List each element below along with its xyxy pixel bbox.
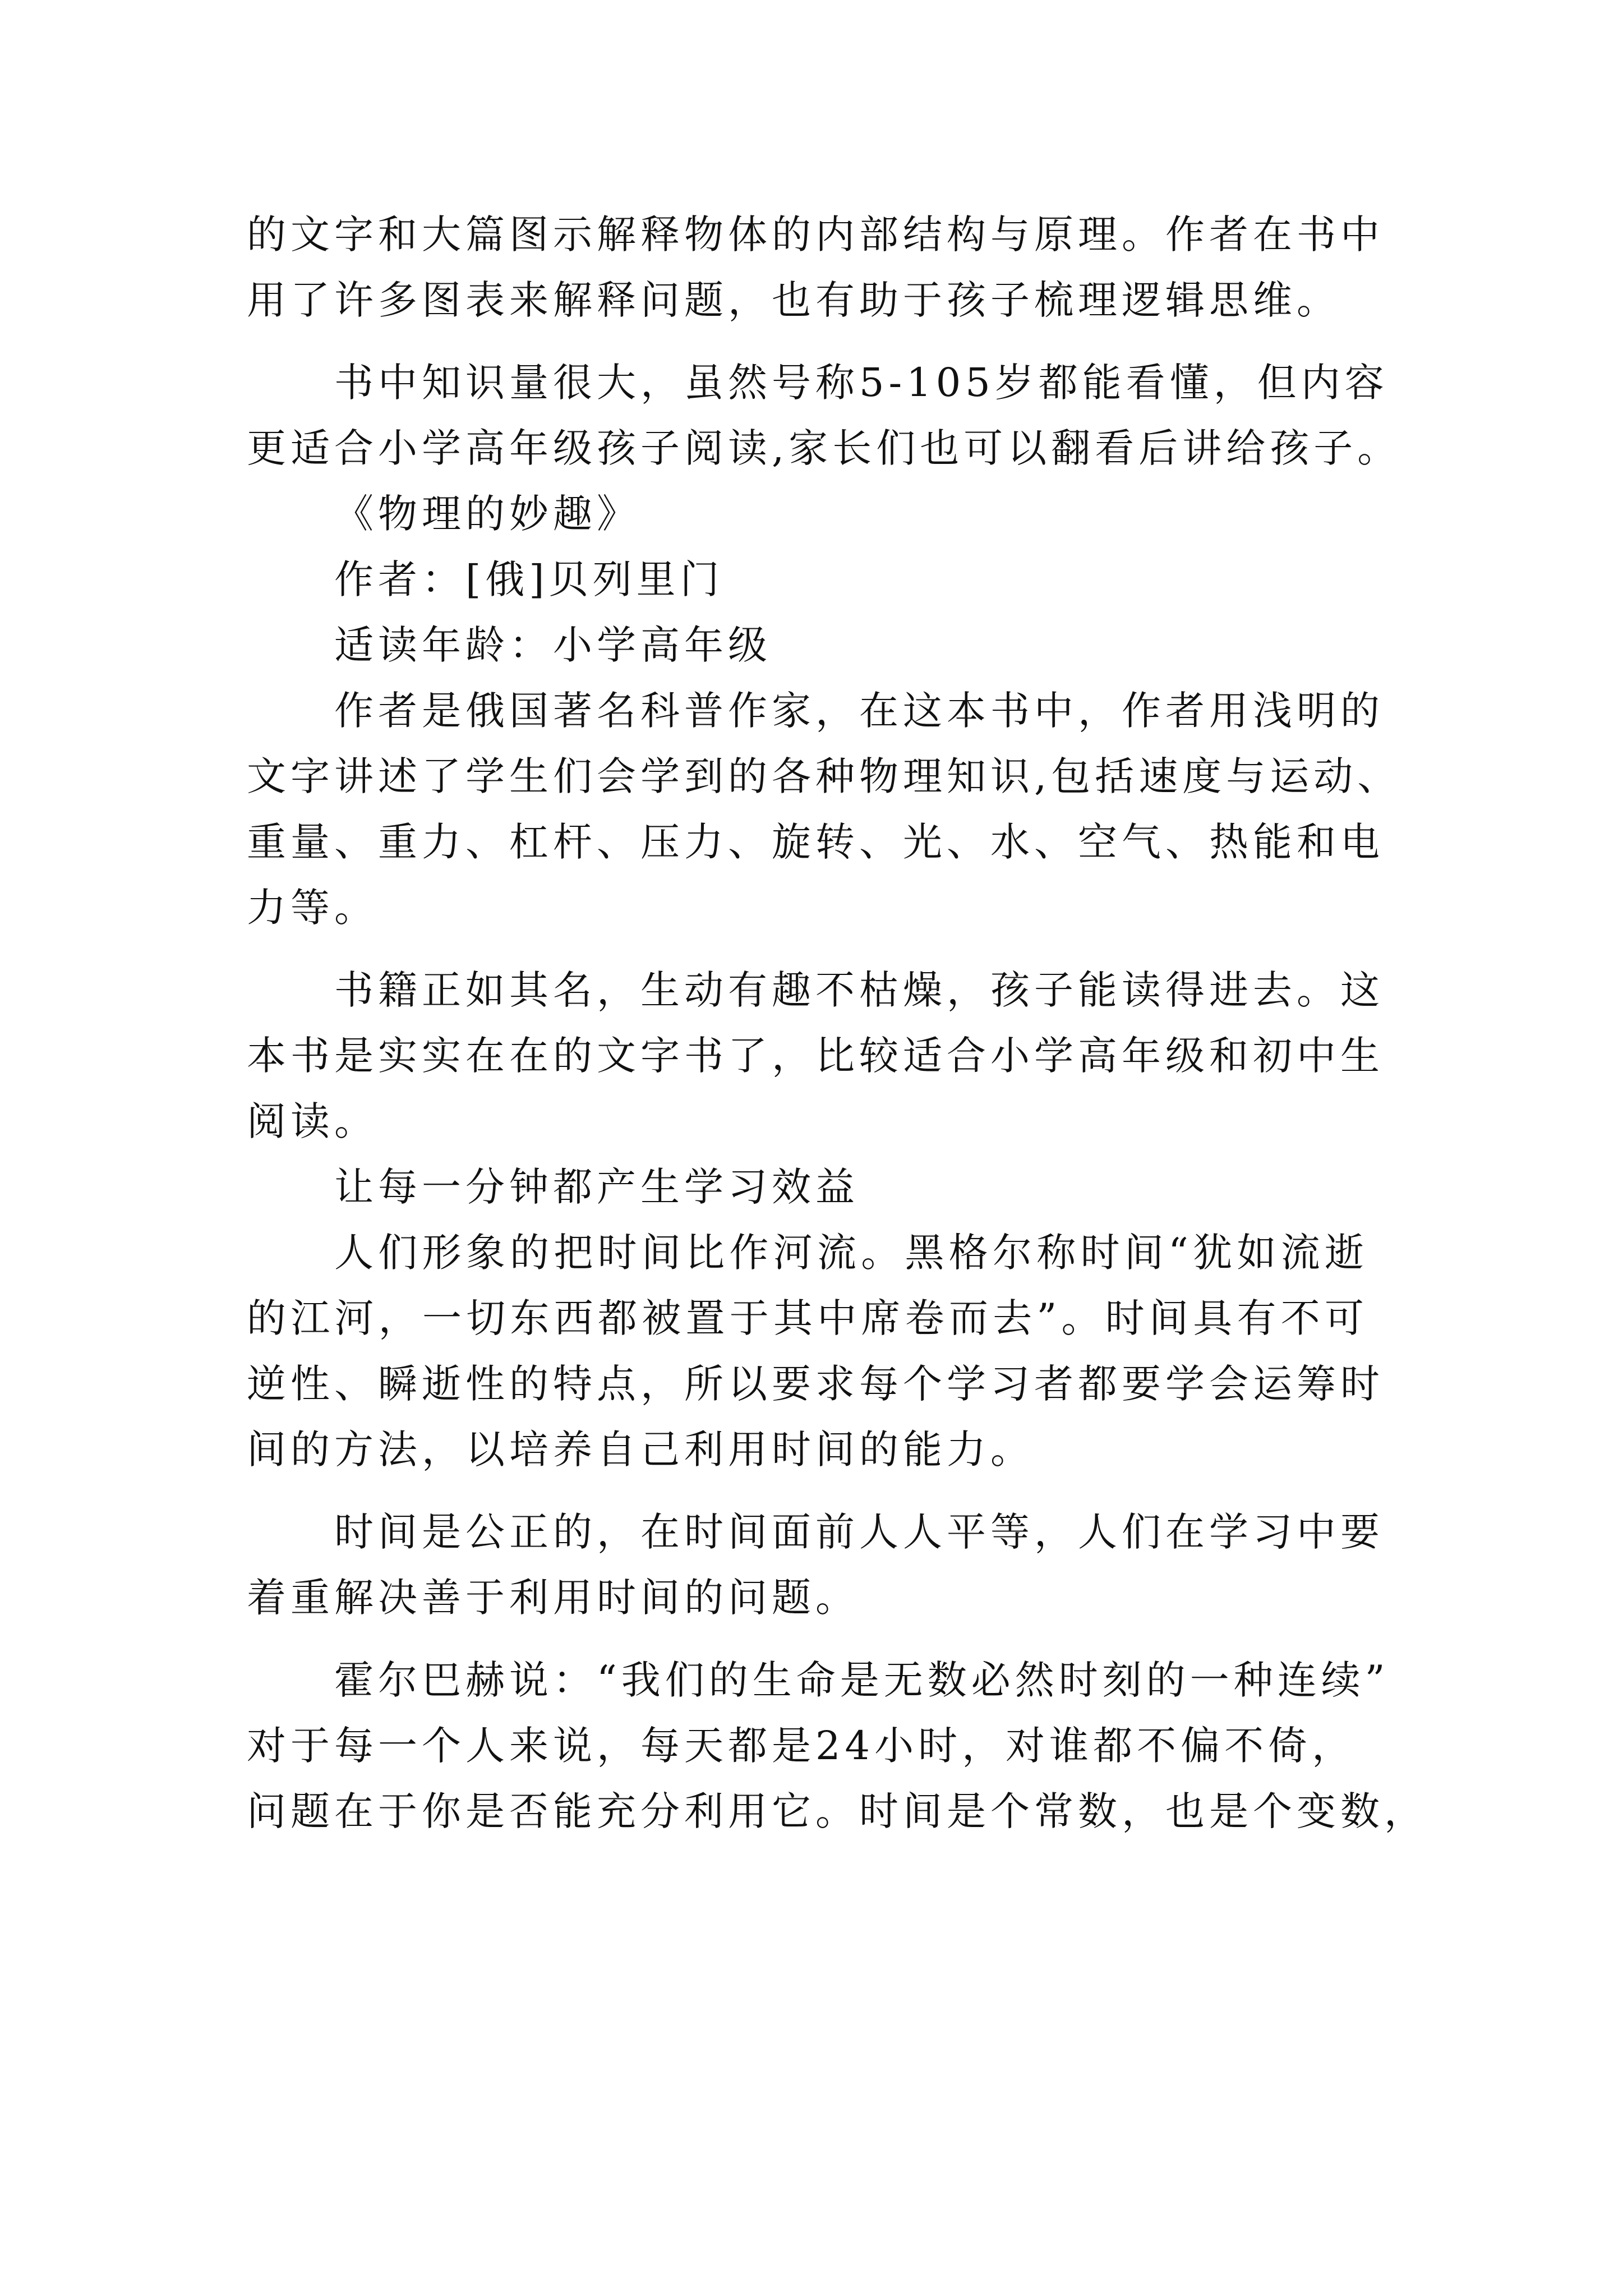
text-line: 着重解决善于利用时间的问题。 xyxy=(247,1575,859,1621)
text-line: 逆性、瞬逝性的特点，所以要求每个学习者都要学会运筹时 xyxy=(247,1361,1384,1407)
text-line: 书中知识量很大，虽然号称5-105岁都能看懂，但内容 xyxy=(334,360,1389,406)
paragraph xyxy=(247,958,1384,1154)
text-line: 更适合小学高年级孩子阅读,家长们也可以翻看后讲给孩子。 xyxy=(247,425,1401,471)
document-body xyxy=(247,202,1428,1844)
text-line: 本书是实实在在的文字书了，比较适合小学高年级和初中生 xyxy=(247,1033,1384,1079)
text-line: 对于每一个人来说，每天都是24小时，对谁都不偏不倚， xyxy=(247,1723,1356,1769)
text-line: 阅读。 xyxy=(247,1098,378,1144)
book-author: 作者：[俄]贝列里门 xyxy=(334,556,724,602)
text-line: 书籍正如其名，生动有趣不枯燥，孩子能读得进去。这 xyxy=(334,967,1384,1013)
paragraph xyxy=(247,1220,1384,1483)
text-line: 文字讲述了学生们会学到的各种物理知识,包括速度与运动、 xyxy=(247,753,1401,799)
book-title: 《物理的妙趣》 xyxy=(334,491,640,537)
text-line: 问题在于你是否能充分利用它。时间是个常数，也是个变数， xyxy=(247,1788,1428,1834)
text-line: 的江河，一切东西都被置于其中席卷而去”。时间具有不可 xyxy=(247,1295,1368,1341)
text-line: 作者是俄国著名科普作家，在这本书中，作者用浅明的 xyxy=(334,688,1384,734)
paragraph xyxy=(247,1648,1428,1844)
text-line: 重量、重力、杠杆、压力、旋转、光、水、空气、热能和电 xyxy=(247,819,1384,865)
text-line: 用了许多图表来解释问题，也有助于孩子梳理逻辑思维。 xyxy=(247,277,1340,323)
paragraph xyxy=(247,202,1384,333)
text-line: 的文字和大篇图示解释物体的内部结构与原理。作者在书中 xyxy=(247,211,1384,257)
text-line: 力等。 xyxy=(247,885,378,931)
text-line: 间的方法，以培养自己利用时间的能力。 xyxy=(247,1427,1034,1473)
paragraph xyxy=(247,350,1401,481)
text-line: 霍尔巴赫说：“我们的生命是无数必然时刻的一种连续” xyxy=(334,1657,1390,1703)
section-heading: 让每一分钟都产生学习效益 xyxy=(334,1164,859,1210)
text-line: 人们形象的把时间比作河流。黑格尔称时间“犹如流逝 xyxy=(334,1230,1368,1276)
text-line: 时间是公正的，在时间面前人人平等，人们在学习中要 xyxy=(334,1509,1384,1555)
paragraph xyxy=(247,1499,1384,1631)
book-age: 适读年龄：小学高年级 xyxy=(334,622,772,668)
paragraph xyxy=(247,678,1401,941)
